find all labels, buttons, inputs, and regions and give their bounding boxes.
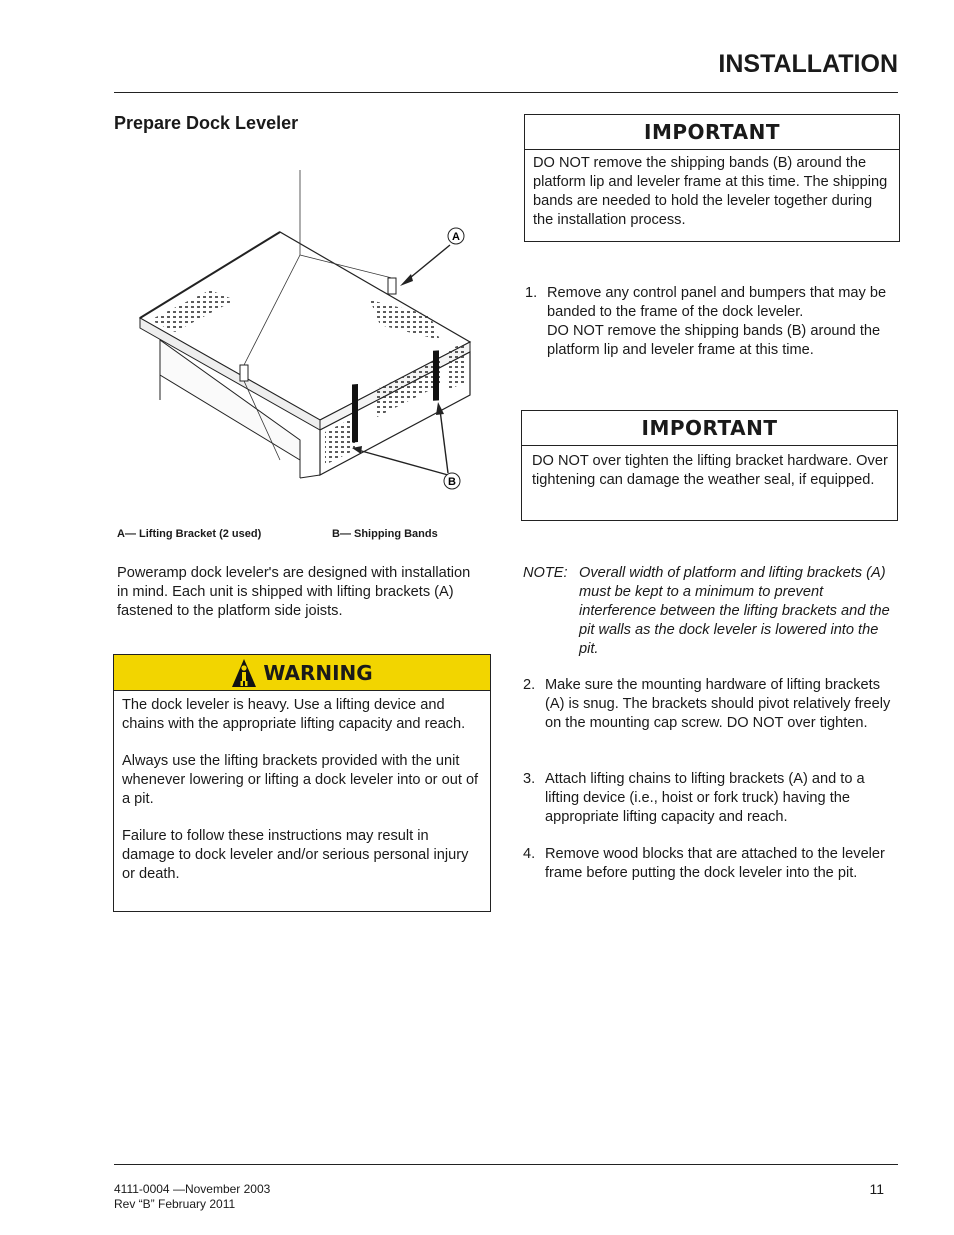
warning-paragraph: The dock leveler is heavy. Use a lifting device and chains with the appropriate lifting capacity and reach. <box>122 697 466 732</box>
step-text: Remove any control panel and bumpers that may be banded to the frame of the dock leveler. <box>547 285 887 320</box>
header-rule <box>114 92 898 93</box>
important-text: DO NOT remove the shipping bands (B) around the platform lip and leveler frame at this time. The shipping bands are needed to hold the leveler together during the installation process. <box>533 155 888 228</box>
step-1 <box>525 284 895 360</box>
intro-paragraph: Poweramp dock leveler's are designed with installation in mind. Each unit is shipped with lifting brackets (A) fastened to the platform side joists. <box>117 565 471 619</box>
footer-rule <box>114 1164 898 1165</box>
step-text: Remove wood blocks that are attached to the leveler frame before putting the dock leveler into the pit. <box>545 846 885 881</box>
step-number: 1. <box>525 285 538 301</box>
important-box-shipping-bands <box>524 114 900 242</box>
warning-person-icon <box>231 658 257 688</box>
callout-a-label: A <box>452 231 460 243</box>
step-3 <box>523 770 893 827</box>
warning-title: WARNING <box>263 660 373 685</box>
footer-doc-number: 4111-0004 —November 2003 <box>114 1182 271 1196</box>
step-number: 2. <box>523 677 536 693</box>
section-title: Prepare Dock Leveler <box>114 113 299 133</box>
warning-box <box>113 654 491 912</box>
important-box-bracket-hardware <box>521 410 898 521</box>
warning-body <box>114 691 490 884</box>
note-text: Overall width of platform and lifting brackets (A) must be kept to a minimum to prevent interference between the lifting brackets and the pit walls as the dock leveler is lowered into the pit. <box>579 565 890 657</box>
legend-lifting-bracket: A— Lifting Bracket (2 used) <box>117 528 262 540</box>
important-title: IMPORTANT <box>522 411 897 446</box>
step-number: 4. <box>523 846 536 862</box>
legend-shipping-bands: B— Shipping Bands <box>332 528 438 540</box>
page-title: INSTALLATION <box>718 50 898 78</box>
note-label: NOTE: <box>523 565 568 581</box>
footer-revision: Rev “B” February 2011 <box>114 1197 236 1211</box>
note <box>523 564 893 659</box>
important-text: DO NOT over tighten the lifting bracket hardware. Over tightening can damage the weather seal, if equipped. <box>532 453 888 488</box>
step-4 <box>523 845 893 883</box>
page-number: 11 <box>869 1181 884 1197</box>
step-text: Attach lifting chains to lifting brackets (A) and to a lifting device (i.e., hoist or fork truck) having the appropriate lifting capacity and reach. <box>545 771 865 825</box>
step-2 <box>523 676 893 733</box>
step-extra-text: DO NOT remove the shipping bands (B) around the platform lip and leveler frame at this time. <box>547 323 881 358</box>
dock-leveler-figure <box>130 160 490 500</box>
important-title: IMPORTANT <box>525 115 899 150</box>
warning-header <box>114 655 490 691</box>
step-number: 3. <box>523 771 536 787</box>
step-text: Make sure the mounting hardware of lifting brackets (A) is snug. The brackets should pivot relatively freely on the mounting cap screw. DO NOT over tighten. <box>545 677 891 731</box>
dock-leveler-illustration <box>130 160 490 500</box>
callout-b-label: B <box>448 476 456 488</box>
warning-paragraph: Always use the lifting brackets provided with the unit whenever lowering or lifting a dock leveler into or out of a pit. <box>122 753 479 807</box>
warning-paragraph: Failure to follow these instructions may result in damage to dock leveler and/or serious personal injury or death. <box>122 828 469 882</box>
